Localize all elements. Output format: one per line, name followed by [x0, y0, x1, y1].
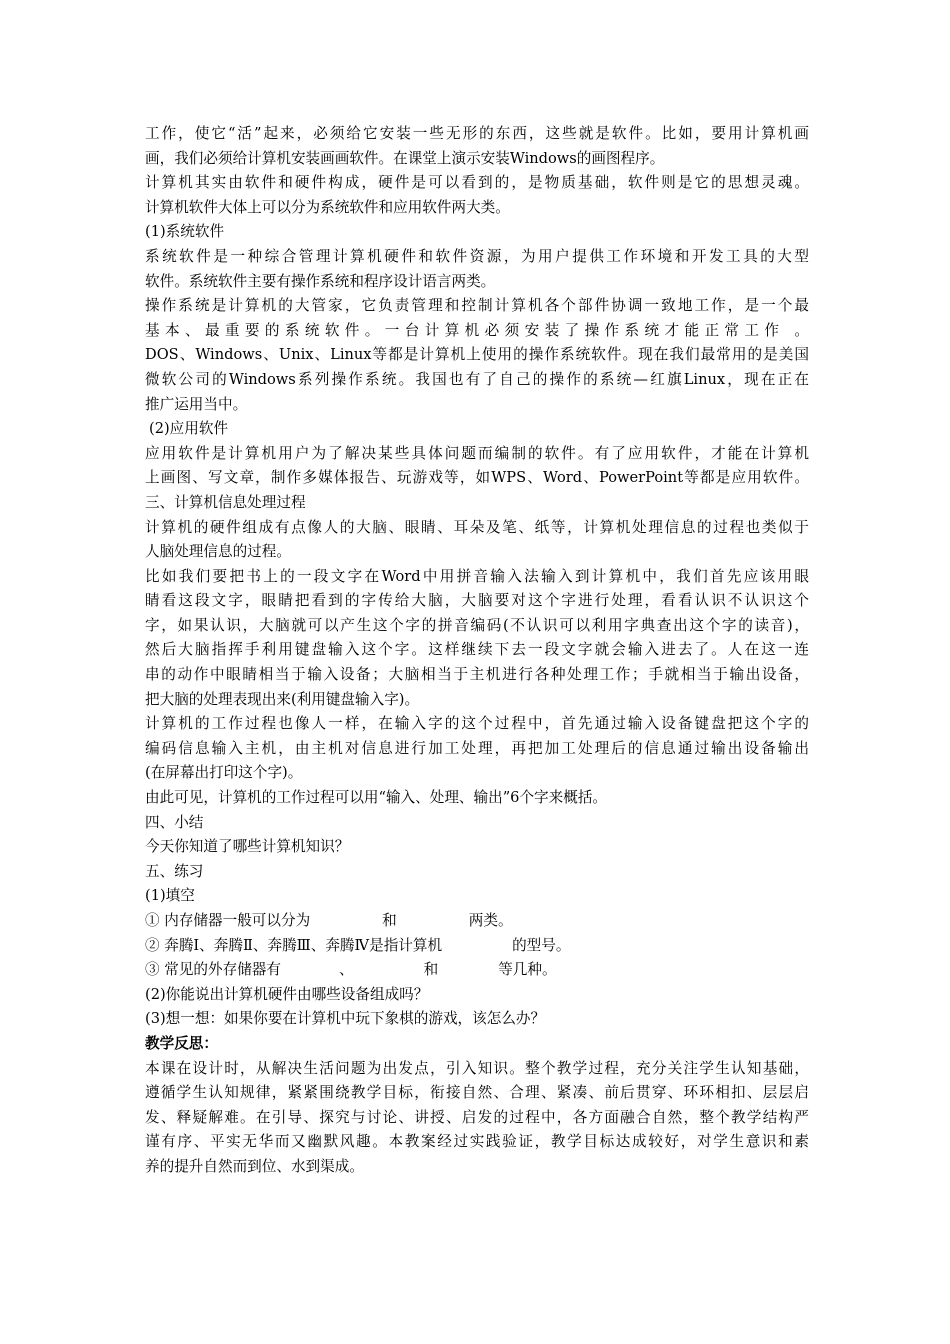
text-line: 然后大脑指挥手利用键盘输入这个字。这样继续下去一段文字就会输入进去了。人在这一连 [145, 641, 809, 659]
text-line: 本课在设计时，从解决生活问题为出发点，引入知识。整个教学过程，充分关注学生认知基础， [145, 1059, 809, 1077]
question-text: ② 奔腾Ⅰ、奔腾Ⅱ、奔腾Ⅲ、奔腾Ⅳ是指计算机 [145, 936, 443, 954]
text-line: 软件。系统软件主要有操作系统和程序设计语言两类。 [145, 272, 496, 290]
text-line: 工作，使它“活”起来，必须给它安装一些无形的东西，这些就是软件。比如，要用计算机画 [145, 125, 809, 142]
text-line: 推广运用当中。 [145, 395, 248, 413]
text-line: 发、释疑解难。在引导、探究与讨论、讲授、启发的过程中，各方面融合自然，整个教学结构严 [145, 1108, 809, 1126]
text-line: 四、小结 [145, 813, 204, 831]
section-heading: 教学反思： [145, 1034, 218, 1052]
text-line: (3)想一想：如果你要在计算机中玩下象棋的游戏，该怎么办？ [145, 1010, 546, 1028]
text-line: 微软公司的Windows系列操作系统。我国也有了自己的操作的系统—红旗Linux，现在正在 [145, 370, 809, 388]
text-line: (在屏幕出打印这个字)。 [145, 764, 303, 782]
question-text: 、 [338, 961, 354, 979]
text-line: (2)你能说出计算机硬件由哪些设备组成吗？ [145, 985, 429, 1003]
question-text: 等几种。 [498, 961, 557, 979]
text-line: DOS、Windows、Unix、Linux等都是计算机上使用的操作系统软件。现在我们最常用的是美国 [145, 346, 809, 364]
text-line: 今天你知道了哪些计算机知识？ [145, 838, 350, 856]
fill-blank-question [145, 909, 809, 934]
text-line: 计算机的硬件组成有点像人的大脑、眼睛、耳朵及笔、纸等，计算机处理信息的过程也类似于 [145, 518, 809, 536]
text-line: (1)填空 [145, 887, 195, 905]
fill-blank-question [145, 934, 809, 959]
text-line: 谨有序、平实无华而又幽默风趣。本教案经过实践验证，教学目标达成较好，对学生意识和素 [145, 1133, 809, 1151]
text-line: 人脑处理信息的过程。 [145, 543, 291, 561]
text-line: 计算机的工作过程也像人一样，在输入字的这个过程中，首先通过输入设备键盘把这个字的 [145, 715, 809, 733]
text-line: 养的提升自然而到位、水到渠成。 [145, 1157, 364, 1175]
text-line: 由此可见，计算机的工作过程可以用“输入、处理、输出”6个字来概括。 [145, 789, 608, 807]
text-line: 三、计算机信息处理过程 [145, 493, 306, 511]
text-line: 画，我们必须给计算机安装画画软件。在课堂上演示安装Windows的画图程序。 [145, 149, 665, 167]
fill-blank-question [145, 958, 809, 983]
question-text: ③ 常见的外存储器有 [145, 961, 281, 979]
text-line: (1)系统软件 [145, 223, 225, 241]
text-line: 把大脑的处理表现出来(利用键盘输入字)。 [145, 690, 420, 708]
text-line: 系统软件是一种综合管理计算机硬件和软件资源，为用户提供工作环境和开发工具的大型 [145, 247, 809, 265]
text-line: 五、练习 [145, 862, 204, 880]
question-text: ① 内存储器一般可以分为 [145, 912, 311, 929]
text-line: 基本、最重要的系统软件。一台计算机必须安装了操作系统才能正常工作 。 [145, 321, 809, 339]
question-text: 和 [382, 912, 397, 929]
text-line: 操作系统是计算机的大管家，它负责管理和控制计算机各个部件协调一致地工作，是一个最 [145, 297, 809, 315]
text-line: 应用软件是计算机用户为了解决某些具体问题而编制的软件。有了应用软件，才能在计算机 [145, 444, 809, 462]
text-line: 计算机其实由软件和硬件构成，硬件是可以看到的，是物质基础，软件则是它的思想灵魂。 [145, 174, 809, 192]
text-line: 上画图、写文章，制作多媒体报告、玩游戏等，如WPS、Word、PowerPoint等都是应用软件。 [145, 469, 809, 487]
text-line: (2)应用软件 [149, 420, 229, 438]
question-text: 和 [423, 961, 439, 979]
question-text: 的型号。 [512, 936, 571, 954]
text-line: 串的动作中眼睛相当于输入设备；大脑相当于主机进行各种处理工作；手就相当于输出设备， [145, 666, 809, 684]
document-body [145, 122, 809, 1180]
text-line: 编码信息输入主机，由主机对信息进行加工处理，再把加工处理后的信息通过输出设备输出 [145, 739, 809, 757]
text-line: 遵循学生认知规律，紧紧围绕教学目标，衔接自然、合理、紧凑、前后贯穿、环环相扣、层层启 [145, 1084, 809, 1102]
text-line: 比如我们要把书上的一段文字在Word中用拼音输入法输入到计算机中，我们首先应该用眼 [145, 567, 809, 585]
question-text: 两类。 [468, 912, 513, 929]
text-line: 计算机软件大体上可以分为系统软件和应用软件两大类。 [145, 198, 510, 216]
text-line: 字，如果认识，大脑就可以产生这个字的拼音编码(不认识可以利用字典查出这个字的读音)， [145, 616, 809, 634]
text-line: 睛看这段文字，眼睛把看到的字传给大脑，大脑要对这个字进行处理，看看认识不认识这个 [145, 592, 809, 610]
